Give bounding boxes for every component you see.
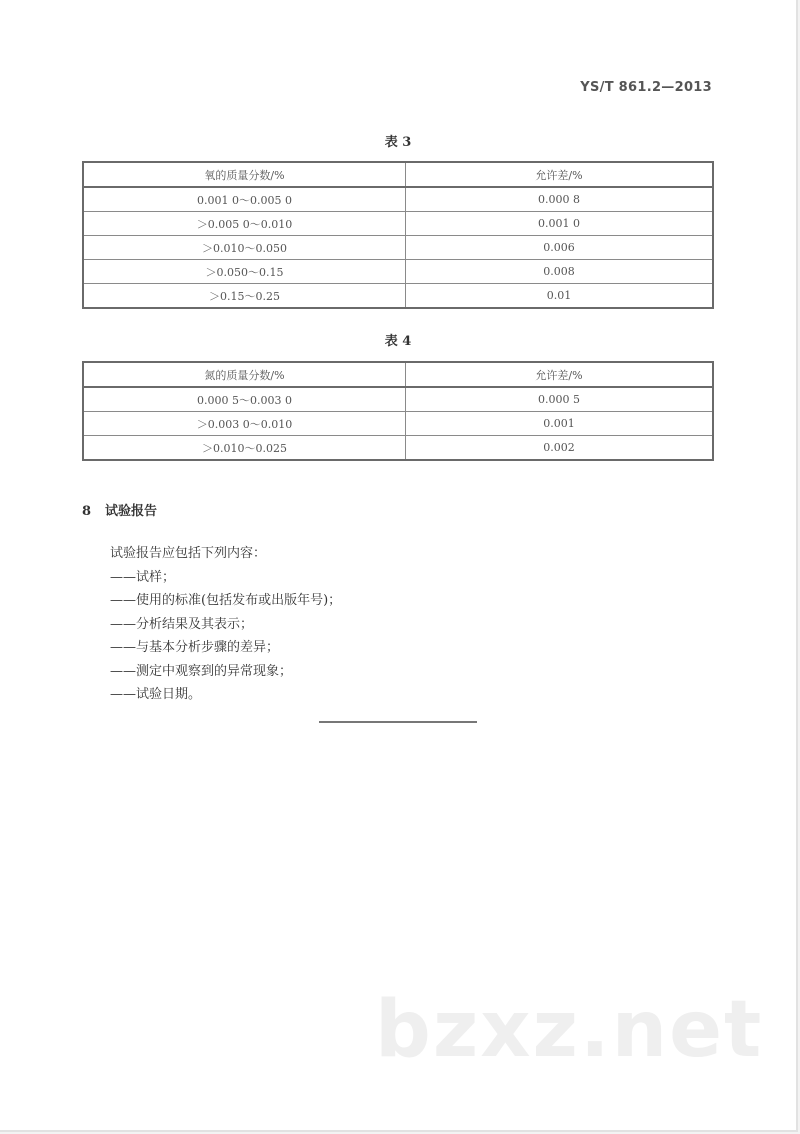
watermark: bzxz.net (375, 985, 764, 1075)
table4-header-nitrogen: 氮的质量分数/% (83, 362, 406, 387)
report-intro: 试验报告应包括下列内容： (110, 546, 267, 561)
table-row (83, 260, 713, 284)
table-cell: 0.000 5 (406, 387, 714, 412)
table4-header-row (83, 362, 713, 387)
table-cell: ＞0.005 0～0.010 (83, 212, 406, 236)
table3-header-oxygen: 氧的质量分数/% (83, 162, 406, 187)
table-row (83, 412, 713, 436)
table-cell: 0.000 5～0.003 0 (83, 387, 406, 412)
table-cell: ＞0.010～0.050 (83, 236, 406, 260)
table-cell: 0.01 (406, 284, 714, 309)
table-row (83, 236, 713, 260)
list-item: ——试样； (110, 569, 176, 585)
table-cell: ＞0.003 0～0.010 (83, 412, 406, 436)
table4-header-tolerance: 允许差/% (406, 362, 714, 387)
table-cell: 0.008 (406, 260, 714, 284)
table-cell: ＞0.15～0.25 (83, 284, 406, 309)
table-row (83, 187, 713, 212)
table-row (83, 387, 713, 412)
end-of-document-rule (319, 721, 477, 723)
list-item: ——测定中观察到的异常现象； (110, 663, 293, 679)
list-item: ——试验日期。 (110, 687, 202, 702)
table-cell: 0.001 0～0.005 0 (83, 187, 406, 212)
section-8-heading (82, 500, 157, 519)
table-cell: ＞0.050～0.15 (83, 260, 406, 284)
table3 (82, 161, 714, 309)
table-row (83, 212, 713, 236)
table-cell: 0.006 (406, 236, 714, 260)
table3-caption: 表 3 (384, 135, 412, 150)
table-row (83, 436, 713, 461)
table3-header-row (83, 162, 713, 187)
table-cell: 0.001 0 (406, 212, 714, 236)
table-cell: 0.000 8 (406, 187, 714, 212)
report-requirements (110, 542, 341, 707)
table-cell: ＞0.010～0.025 (83, 436, 406, 461)
list-item: ——分析结果及其表示； (110, 616, 254, 632)
table3-header-tolerance: 允许差/% (406, 162, 714, 187)
section-title: 试验报告 (105, 504, 158, 519)
table-cell: 0.001 (406, 412, 714, 436)
section-number: 8 (82, 504, 92, 519)
list-item: ——与基本分析步骤的差异； (110, 640, 280, 655)
table4-caption: 表 4 (384, 334, 412, 349)
table4 (82, 361, 714, 461)
standard-code: YS/T 861.2—2013 (580, 80, 712, 95)
table-row (83, 284, 713, 309)
list-item: ——使用的标准(包括发布或出版年号)； (110, 593, 342, 608)
table-cell: 0.002 (406, 436, 714, 461)
